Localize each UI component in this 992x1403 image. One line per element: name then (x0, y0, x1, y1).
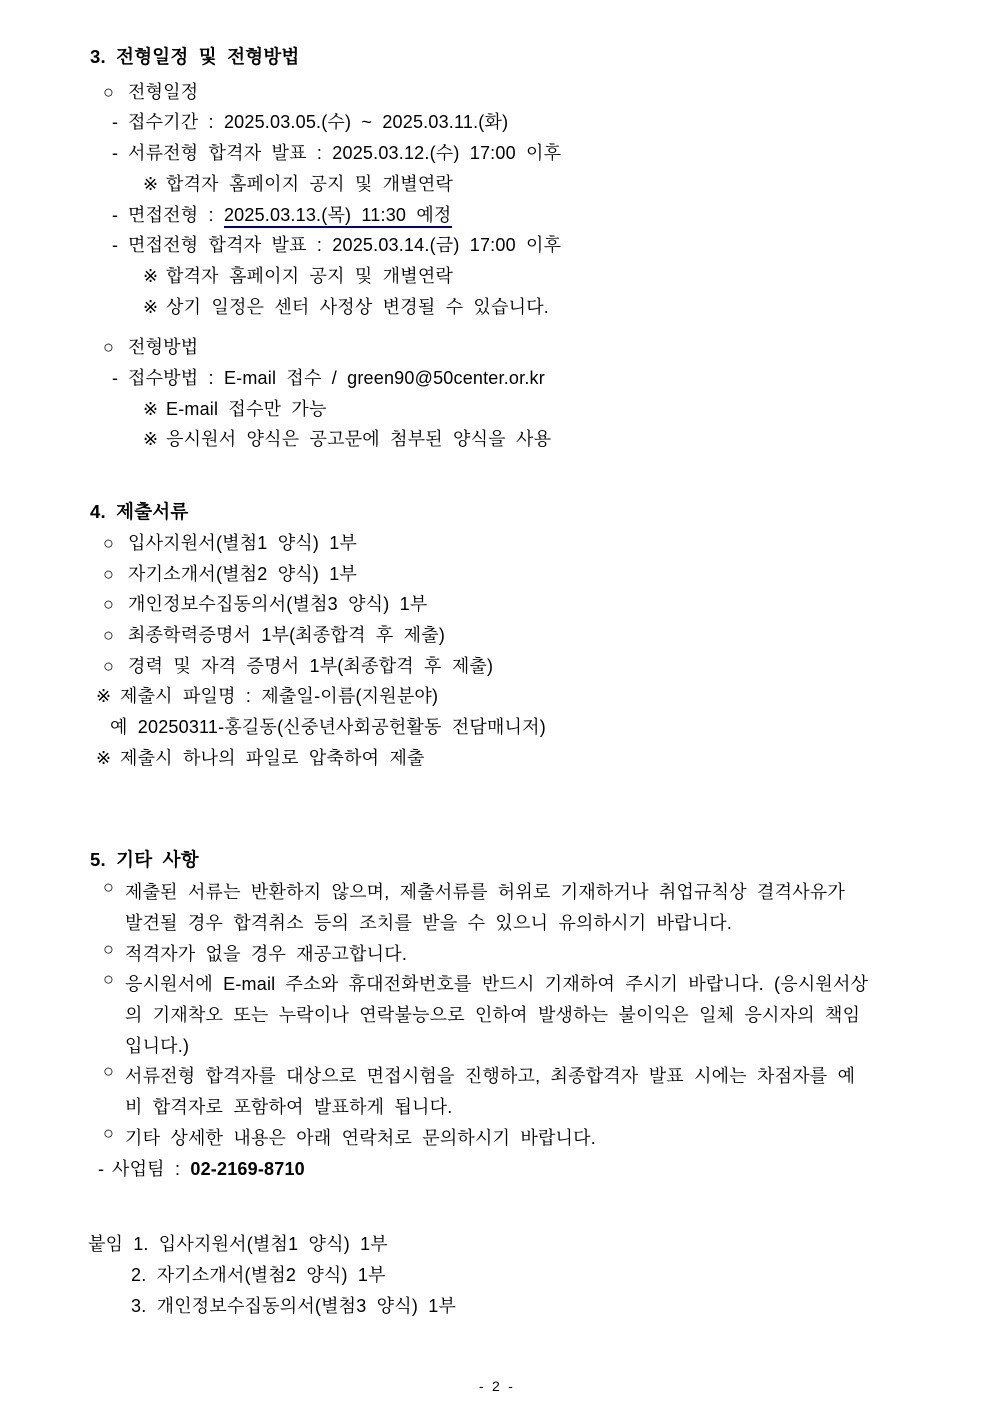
attachments-block (88, 1229, 922, 1321)
circle-bullet: ○ (103, 594, 115, 615)
interview-date-prefix: 면접전형 : (128, 204, 224, 225)
note-item-text: 제출시 하나의 파일로 압축하여 제출 (120, 747, 425, 768)
attachment-item (88, 1229, 922, 1260)
list-item (103, 107, 922, 138)
reference-mark: ※ (143, 265, 159, 286)
attachment-item (131, 1291, 922, 1322)
paragraph-text: 응시원서에 E-mail 주소와 휴대전화번호를 반드시 기재하여 주시기 바랍니다. (응시원서상 의 기재착오 또는 누락이나 연락불능으로 인하여 발생하는 불이익은 일체 응시자의 책임 입니다.) (125, 974, 869, 1056)
note-item (143, 394, 922, 425)
list-item-text (128, 200, 452, 231)
attachment-item-text: 2. 자기소개서(별첨2 양식) 1부 (131, 1264, 386, 1285)
list-item-text: 면접전형 합격자 발표 : 2025.03.14.(금) 17:00 이후 (128, 235, 562, 256)
dash-bullet: - (112, 112, 119, 133)
circle-bullet: ○ (103, 655, 115, 676)
example-text: 예 20250311-홍길동(신중년사회공헌활동 전담매니저) (110, 717, 546, 738)
contact-text (112, 1154, 305, 1185)
circle-bullet: ○ (103, 337, 115, 358)
list-item (103, 589, 922, 620)
note-item-text: 합격자 홈페이지 공지 및 개별연락 (166, 265, 454, 286)
page-number: - 2 - (479, 1378, 513, 1394)
list-item (103, 230, 922, 261)
email-submission-text: 접수방법 : E-mail 접수 / green90@50center.or.kr (128, 368, 545, 389)
note-item (143, 169, 922, 200)
circle-bullet: ○ (103, 969, 115, 990)
attachments-label: 붙임 (88, 1234, 124, 1255)
reference-mark: ※ (143, 173, 159, 194)
section-other-matters (90, 845, 922, 1184)
list-item (103, 138, 922, 169)
list-item (103, 200, 922, 231)
interview-date-underlined: 2025.03.13.(목) 11:30 예정 (224, 205, 452, 228)
circle-bullet: ○ (103, 1122, 115, 1143)
reference-mark: ※ (96, 686, 112, 707)
note-item (143, 292, 922, 323)
list-item (103, 528, 922, 559)
circle-bullet: ○ (103, 938, 115, 959)
attachment-item (131, 1260, 922, 1291)
circle-bullet: ○ (103, 624, 115, 645)
paragraph-text: 적격자가 없을 경우 재공고합니다. (125, 943, 408, 964)
circle-bullet: ○ (103, 877, 115, 898)
note-item-text: 상기 일정은 센터 사정상 변경될 수 있습니다. (166, 296, 549, 317)
reference-mark: ※ (143, 296, 159, 317)
list-item-text: 전형방법 (128, 337, 199, 358)
list-item-text: 최종학력증명서 1부(최종합격 후 제출) (128, 624, 446, 645)
paragraph-text: 기타 상세한 내용은 아래 연락처로 문의하시기 바랍니다. (125, 1127, 596, 1148)
list-item (103, 363, 922, 394)
note-item-text: 응시원서 양식은 공고문에 첨부된 양식을 사용 (166, 429, 552, 450)
list-item (103, 559, 922, 590)
reference-mark: ※ (143, 398, 159, 419)
section-submission-documents (90, 497, 922, 773)
list-item (103, 77, 922, 108)
paragraph-item (103, 969, 922, 1061)
list-item-text: 개인정보수집동의서(별첨3 양식) 1부 (128, 594, 428, 615)
attachment-item-text: 3. 개인정보수집동의서(별첨3 양식) 1부 (131, 1295, 457, 1316)
reference-mark: ※ (143, 429, 159, 450)
list-item (103, 332, 922, 363)
section-title: 3. 전형일정 및 전형방법 (90, 46, 300, 67)
dash-bullet: - (112, 143, 119, 164)
contact-team-label: 사업팀 : (112, 1158, 191, 1179)
note-item (143, 424, 922, 455)
contact-line (98, 1154, 922, 1185)
list-item-text: 접수기간 : 2025.03.05.(수) ~ 2025.03.11.(화) (128, 112, 509, 133)
section-title: 4. 제출서류 (90, 501, 189, 523)
paragraph-item (103, 939, 922, 970)
paragraph-text: 서류전형 합격자를 대상으로 면접시험을 진행하고, 최종합격자 발표 시에는 차점자를 예 비 합격자로 포함하여 발표하게 됩니다. (125, 1066, 856, 1118)
paragraph-text: 제출된 서류는 반환하지 않으며, 제출서류를 허위로 기재하거나 취업규칙상 결격사유가 발견될 경우 합격취소 등의 조치를 받을 수 있으니 유의하시기 바랍니다. (125, 882, 845, 933)
dash-bullet: - (98, 1158, 105, 1179)
list-item-text: 전형일정 (128, 81, 199, 102)
note-item (96, 743, 922, 774)
dash-bullet: - (112, 204, 119, 225)
note-item-text: 제출시 파일명 : 제출일-이름(지원분야) (120, 686, 439, 707)
circle-bullet: ○ (103, 81, 115, 102)
list-item (103, 620, 922, 651)
list-item-text: 서류전형 합격자 발표 : 2025.03.12.(수) 17:00 이후 (128, 143, 562, 164)
contact-phone-number: 02-2169-8710 (190, 1158, 305, 1179)
circle-bullet: ○ (103, 1061, 115, 1082)
section-title: 5. 기타 사항 (90, 849, 199, 871)
paragraph-item (103, 877, 922, 938)
reference-mark: ※ (96, 747, 112, 768)
list-item-text: 입사지원서(별첨1 양식) 1부 (128, 532, 358, 553)
paragraph-item (103, 1123, 922, 1154)
note-item-text: E-mail 접수만 가능 (166, 398, 327, 419)
note-item-text: 합격자 홈페이지 공지 및 개별연락 (166, 173, 454, 194)
dash-bullet: - (112, 368, 119, 389)
note-item (143, 261, 922, 292)
circle-bullet: ○ (103, 532, 115, 553)
example-line (110, 712, 922, 743)
list-item-text: 경력 및 자격 증명서 1부(최종합격 후 제출) (128, 655, 494, 676)
dash-bullet: - (112, 235, 119, 256)
paragraph-item (103, 1061, 922, 1122)
attachment-item-text: 1. 입사지원서(별첨1 양식) 1부 (133, 1234, 388, 1255)
section-schedule-and-method (90, 42, 922, 455)
list-item-text: 자기소개서(별첨2 양식) 1부 (128, 563, 358, 584)
list-item (103, 651, 922, 682)
note-item (96, 681, 922, 712)
circle-bullet: ○ (103, 563, 115, 584)
